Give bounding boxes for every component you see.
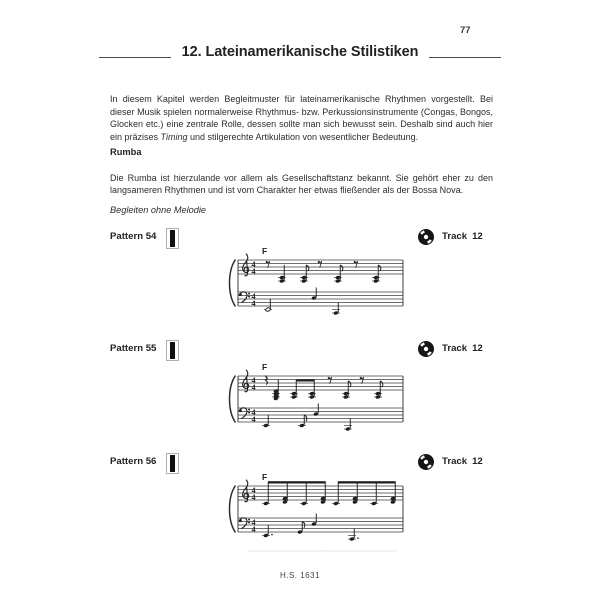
title-rule-right xyxy=(429,57,501,58)
time-signature-bottom: 4 xyxy=(251,299,256,309)
time-signature-bottom: 4 xyxy=(251,493,256,503)
page-number: 77 xyxy=(460,25,471,36)
chord-symbol: F xyxy=(262,246,268,256)
time-signature-bottom: 4 xyxy=(251,415,256,425)
time-signature-top: 4 xyxy=(251,291,256,301)
chord-symbol: F xyxy=(262,472,268,482)
one-bar-pattern-icon xyxy=(166,340,179,361)
chapter-title-row xyxy=(0,44,600,60)
time-signature-top: 4 xyxy=(251,259,256,269)
intro-text-1: In diesem Kapitel werden Begleitmuster für lateinamerikanische Rhythmen vorgestellt. Bei dieser Musik spielen normalerweise Rhythmus- bzw. Perkussionsinstrumente (Congas, Bongos, Glocken etc.) eine zentrale Rolle, dessen sollte man sich bewusst sein. Deshalb sind auch hier ein präzises xyxy=(110,94,493,142)
intro-paragraph xyxy=(110,93,493,143)
time-signature-top: 4 xyxy=(251,375,256,385)
chord-symbol: F xyxy=(262,362,268,372)
intro-text-2: und stilgerechte Artikulation von wesentlicher Bedeutung. xyxy=(187,131,419,142)
pattern-55-label: Pattern 55 xyxy=(110,343,157,354)
pattern-54-label: Pattern 54 xyxy=(110,231,157,242)
rumba-paragraph: Die Rumba ist hierzulande vor allem als Gesellschaftstanz bekannt. Sie gehört eher zu den langsameren Rhythmen und ist vom Charakter her etwas fließender als der Bossa Nova. xyxy=(110,173,493,196)
cd-icon xyxy=(417,340,435,358)
track-number: 12 xyxy=(472,456,483,467)
subheading-begleiten-ohne-melodie: Begleiten ohne Melodie xyxy=(110,205,207,215)
time-signature-bottom: 4 xyxy=(251,383,256,393)
track-number: 12 xyxy=(472,231,483,242)
cd-icon xyxy=(417,453,435,471)
track-12-label xyxy=(442,343,483,354)
time-signature-bottom: 4 xyxy=(251,267,256,277)
one-bar-pattern-icon xyxy=(166,453,179,474)
track-number: 12 xyxy=(472,343,483,354)
time-signature-top: 4 xyxy=(251,485,256,495)
footer-plate-number: H.S. 1631 xyxy=(279,571,321,580)
time-signature-bottom: 4 xyxy=(251,525,256,535)
one-bar-pattern-icon xyxy=(166,228,179,249)
pattern-56-label: Pattern 56 xyxy=(110,456,157,467)
track-word: Track xyxy=(442,343,468,354)
music-system-pattern-54 xyxy=(218,246,410,332)
cd-icon xyxy=(417,228,435,246)
track-word: Track xyxy=(442,456,468,467)
music-system-pattern-56 xyxy=(218,472,410,558)
music-system-pattern-55 xyxy=(218,362,410,448)
faint-scan-line xyxy=(248,550,396,551)
track-12-label xyxy=(442,456,483,467)
track-12-label xyxy=(442,231,483,242)
bar-glyph xyxy=(170,230,175,247)
bar-glyph xyxy=(170,455,175,472)
treble-notes xyxy=(266,261,381,283)
intro-timing-italic: Timing xyxy=(160,131,188,142)
track-word: Track xyxy=(442,231,468,242)
title-rule-left xyxy=(99,57,171,58)
time-signature-top: 4 xyxy=(251,517,256,527)
section-heading-rumba: Rumba xyxy=(110,147,142,157)
treble-notes xyxy=(262,481,396,506)
page-title: 12. Lateinamerikanische Stilistiken xyxy=(181,44,419,60)
time-signature-top: 4 xyxy=(251,407,256,417)
bar-glyph xyxy=(170,342,175,359)
